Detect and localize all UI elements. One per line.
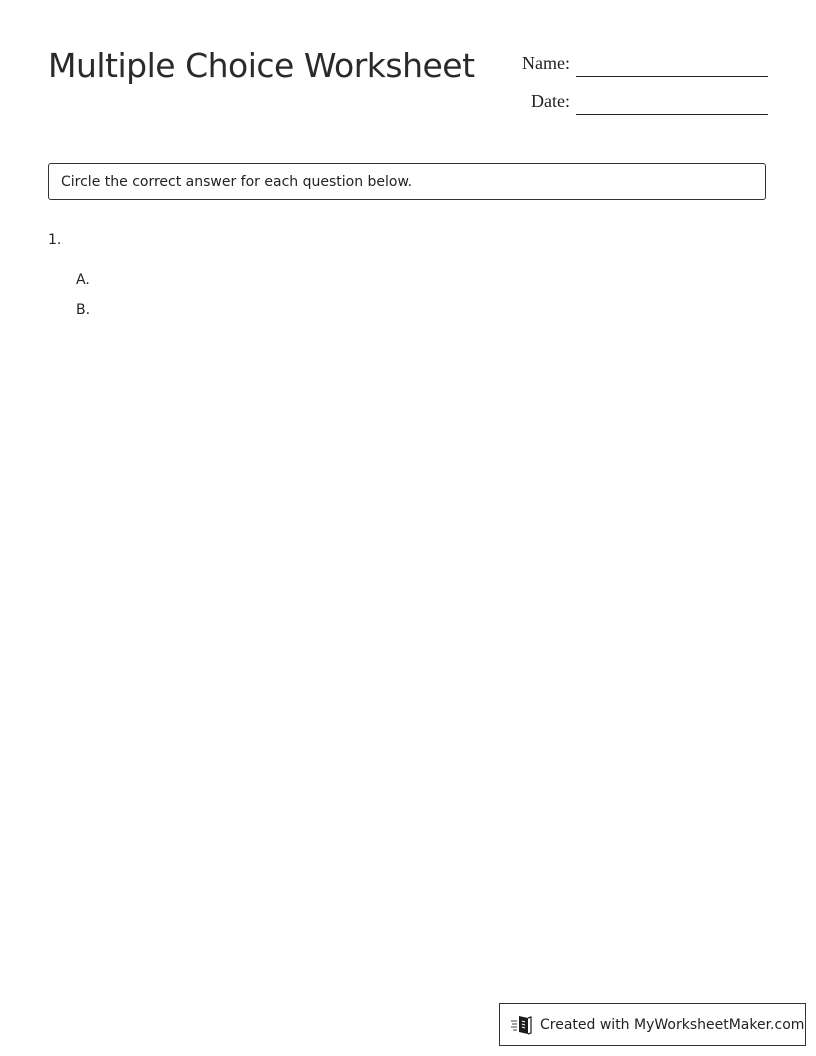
instructions-text: Circle the correct answer for each question below. bbox=[61, 173, 413, 190]
answer-option-b[interactable]: B. bbox=[76, 302, 91, 318]
footer-credit-text: Created with MyWorksheetMaker.com bbox=[540, 1016, 805, 1033]
question-number: 1. bbox=[48, 232, 62, 248]
instructions-box bbox=[48, 163, 766, 200]
date-label: Date: bbox=[531, 91, 570, 111]
answer-option-a[interactable]: A. bbox=[76, 272, 90, 288]
name-blank-line[interactable] bbox=[576, 54, 768, 77]
date-blank-line[interactable] bbox=[576, 92, 768, 115]
worksheet-title: Multiple Choice Worksheet bbox=[48, 46, 475, 85]
footer-credit-badge[interactable] bbox=[499, 1003, 806, 1046]
date-field bbox=[531, 90, 768, 112]
name-field bbox=[522, 52, 768, 74]
worksheet-maker-logo-icon bbox=[510, 1013, 534, 1037]
name-label: Name: bbox=[522, 53, 570, 73]
